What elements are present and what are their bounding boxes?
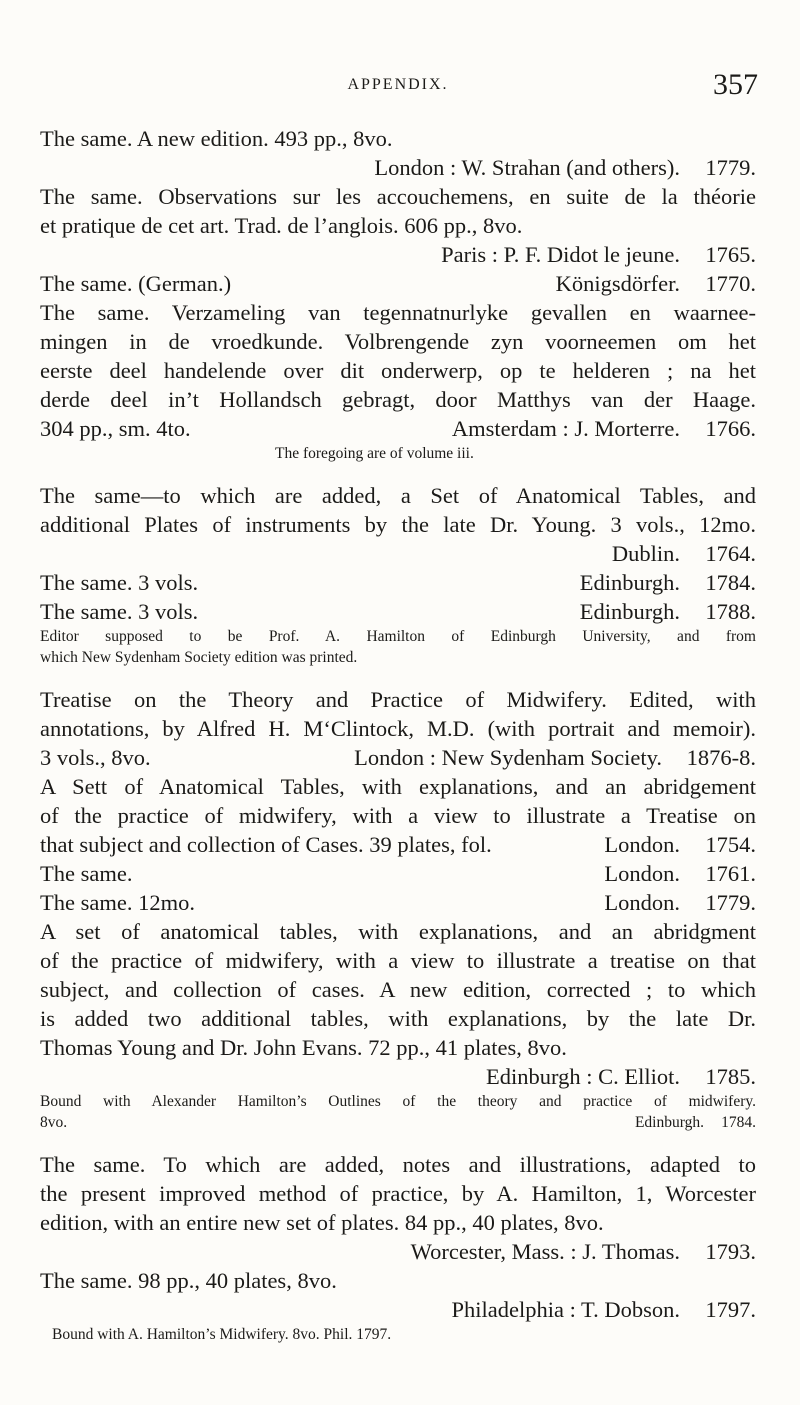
entry-line: A set of anatomical tables, with explanations, and an abridgment xyxy=(40,919,756,944)
entry-line: The same. To which are added, notes and illustrations, adapted to xyxy=(40,1152,756,1177)
bibliography-entry xyxy=(40,859,756,888)
imprint-line xyxy=(40,1237,756,1266)
imprint: London. xyxy=(604,861,680,886)
year: 1876-8. xyxy=(686,745,756,770)
entry-label: The same. 3 vols. xyxy=(40,570,199,595)
bibliography-entry xyxy=(40,772,756,859)
entry-line: A Sett of Anatomical Tables, with explanations, and an abridgement xyxy=(40,774,756,799)
entry-line: Thomas Young and Dr. John Evans. 72 pp., 41 plates, 8vo. xyxy=(40,1035,567,1060)
running-header xyxy=(40,68,756,104)
entry-line: Treatise on the Theory and Practice of Midwifery. Edited, with xyxy=(40,687,756,712)
year: 1785. xyxy=(705,1064,756,1089)
note-imprint: Edinburgh. xyxy=(634,1114,704,1131)
entry-line: additional Plates of instruments by the late Dr. Young. 3 vols., 12mo. xyxy=(40,512,756,537)
year: 1754. xyxy=(705,832,756,857)
year: 1766. xyxy=(705,416,756,441)
year: 1784. xyxy=(705,570,756,595)
running-head-title: APPENDIX. xyxy=(347,76,449,93)
bibliography-entry xyxy=(40,1266,756,1345)
year: 1764. xyxy=(705,541,756,566)
year: 1779. xyxy=(705,155,756,180)
year: 1770. xyxy=(705,271,756,296)
entry-line: The same. A new edition. 493 pp., 8vo. xyxy=(40,126,393,151)
entry-line: The same. Observations sur les accouchemens, en suite de la théorie xyxy=(40,184,756,209)
imprint: Worcester, Mass. : J. Thomas. xyxy=(410,1239,680,1264)
entry-note-imprint xyxy=(40,1112,756,1133)
entry-line: of the practice of midwifery, with a view to illustrate a treatise on that xyxy=(40,948,756,973)
entry-line: The same. Verzameling van tegennatnurlyke gevallen en waarnee- xyxy=(40,300,756,325)
bibliography-entry xyxy=(40,917,756,1133)
entry-note: Bound with Alexander Hamilton’s Outlines of the theory and practice of midwifery. xyxy=(40,1093,756,1110)
bibliography-entry xyxy=(40,269,756,298)
year: 1761. xyxy=(705,861,756,886)
bibliography-entry xyxy=(40,568,756,597)
bibliography-entry xyxy=(40,124,756,182)
entry-label: The same. 12mo. xyxy=(40,890,195,915)
entry-line: is added two additional tables, with explanations, by the late Dr. xyxy=(40,1006,756,1031)
year: 1779. xyxy=(705,890,756,915)
imprint-line xyxy=(40,597,756,626)
entry-line: The same. 98 pp., 40 plates, 8vo. xyxy=(40,1268,337,1293)
imprint: London. xyxy=(604,832,680,857)
entry-line: derde deel in’t Hollandsch gebragt, door Matthys van der Haage. xyxy=(40,387,756,412)
bibliography-entry xyxy=(40,298,756,464)
imprint-line xyxy=(40,153,756,182)
entry-label: 304 pp., sm. 4to. xyxy=(40,416,191,441)
imprint-line xyxy=(40,240,756,269)
note-label: 8vo. xyxy=(40,1114,68,1131)
bibliography-entry xyxy=(40,685,756,772)
imprint: Dublin. xyxy=(611,541,680,566)
imprint-line xyxy=(40,539,756,568)
entry-note: The foregoing are of volume iii. xyxy=(275,445,474,462)
imprint: London : W. Strahan (and others). xyxy=(374,155,680,180)
imprint: Paris : P. F. Didot le jeune. xyxy=(441,242,680,267)
entry-line: the present improved method of practice, by A. Hamilton, 1, Worcester xyxy=(40,1181,756,1206)
imprint: London : New Sydenham Society. xyxy=(354,745,662,770)
imprint-line xyxy=(40,743,756,772)
entry-label: The same. xyxy=(40,861,133,886)
imprint: Amsterdam : J. Morterre. xyxy=(451,416,680,441)
imprint-line xyxy=(40,1062,756,1091)
year: 1797. xyxy=(705,1297,756,1322)
bibliography-entry xyxy=(40,1150,756,1266)
entry-line: et pratique de cet art. Trad. de l’anglois. 606 pp., 8vo. xyxy=(40,213,523,238)
entry-line: annotations, by Alfred H. M‘Clintock, M.D. (with portrait and memoir). xyxy=(40,716,756,741)
imprint: London. xyxy=(604,890,680,915)
imprint: Edinburgh. xyxy=(579,570,680,595)
bibliography-entry xyxy=(40,182,756,269)
entry-line: eerste deel handelende over dit onderwerp, op te helderen ; na het xyxy=(40,358,756,383)
imprint-line xyxy=(40,830,756,859)
bibliography-list xyxy=(40,124,756,1345)
entry-note: which New Sydenham Society edition was printed. xyxy=(40,649,358,666)
entry-line: of the practice of midwifery, with a view to illustrate a Treatise on xyxy=(40,803,756,828)
year: 1765. xyxy=(705,242,756,267)
entry-line: The same—to which are added, a Set of Anatomical Tables, and xyxy=(40,483,756,508)
entry-note: Editor supposed to be Prof. A. Hamilton of Edinburgh University, and from xyxy=(40,628,756,645)
entry-label: 3 vols., 8vo. xyxy=(40,745,151,770)
imprint: Philadelphia : T. Dobson. xyxy=(451,1297,680,1322)
year: 1793. xyxy=(705,1239,756,1264)
bibliography-entry xyxy=(40,597,756,668)
bibliography-entry xyxy=(40,888,756,917)
entry-label: The same. (German.) xyxy=(40,271,232,296)
imprint-line xyxy=(40,1295,756,1324)
entry-note: Bound with A. Hamilton’s Midwifery. 8vo. Phil. 1797. xyxy=(52,1326,392,1343)
bibliography-entry xyxy=(40,481,756,568)
entry-label: that subject and collection of Cases. 39 plates, fol. xyxy=(40,832,492,857)
imprint-line xyxy=(40,414,756,443)
entry-line: subject, and collection of cases. A new edition, corrected ; to which xyxy=(40,977,756,1002)
entry-line: edition, with an entire new set of plates. 84 pp., 40 plates, 8vo. xyxy=(40,1210,604,1235)
entry-label: The same. 3 vols. xyxy=(40,599,199,624)
entry-line: mingen in de vroedkunde. Volbrengende zyn voorneemen om het xyxy=(40,329,756,354)
imprint: Edinburgh : C. Elliot. xyxy=(486,1064,680,1089)
book-page xyxy=(40,0,756,1405)
imprint: Königsdörfer. xyxy=(555,271,680,296)
imprint: Edinburgh. xyxy=(579,599,680,624)
year: 1788. xyxy=(705,599,756,624)
note-year: 1784. xyxy=(721,1114,756,1131)
page-number: 357 xyxy=(713,68,758,101)
